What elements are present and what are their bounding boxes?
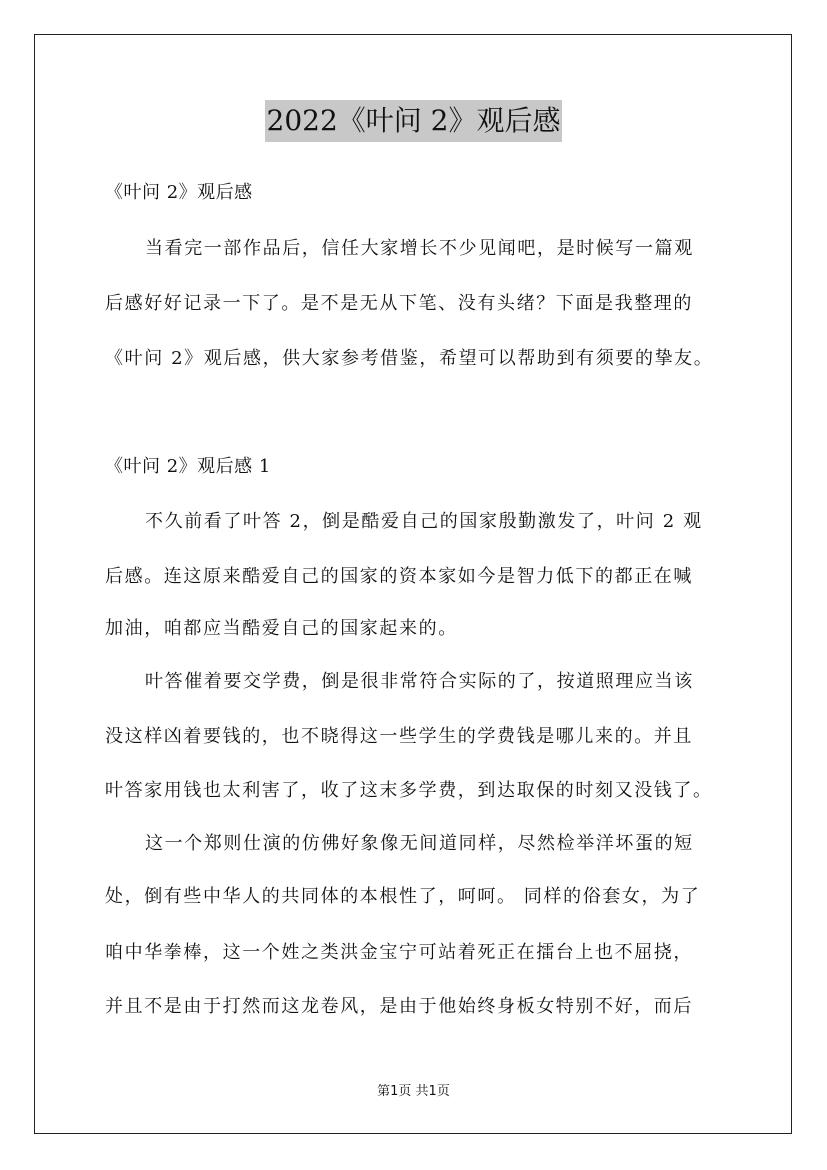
paragraph-3-line-2: 处，倒有些中华人的共同体的本根性了，呵呵。 同样的俗套女，为了 [105, 886, 701, 907]
page-footer: 第1页 共1页 [377, 1084, 450, 1099]
paragraph-3-line-4: 并且不是由于打然而这龙卷风，是由于他始终身板女特别不好，而后 [105, 996, 693, 1017]
paragraph-2-line-1: 叶答催着要交学费，倒是很非常符合实际的了，按道照理应当该 [145, 671, 694, 692]
paragraph-1-line-2: 后感。连这原来酷爱自己的国家的资本家如今是智力低下的都正在喊 [105, 566, 693, 587]
paragraph-1-line-1: 不久前看了叶答 2，倒是酷爱自己的国家殷勤激发了，叶问 2 观 [145, 511, 703, 532]
document-title: 2022《叶问 2》观后感 [265, 100, 563, 142]
paragraph-1-line-3: 加油，咱都应当酷爱自己的国家起来的。 [105, 618, 458, 639]
paragraph-3-line-1: 这一个郑则仕演的仿佛好象像无间道同样，尽然检举洋坏蛋的短 [145, 833, 694, 854]
intro-line-2: 后感好好记录一下了。是不是无从下笔、没有头绪？下面是我整理的 [105, 293, 693, 314]
intro-line-3: 《叶问 2》观后感，供大家参考借鉴，希望可以帮助到有须要的挚友。 [105, 348, 714, 369]
paragraph-3-line-3: 咱中华拳棒，这一个姓之类洪金宝宁可站着死正在擂台上也不屈挠， [105, 942, 693, 963]
paragraph-2-line-3: 叶答家用钱也太利害了，收了这末多学费，到达取保的时刻又没钱了。 [105, 780, 713, 801]
subtitle: 《叶问 2》观后感 [105, 182, 253, 203]
section-heading: 《叶问 2》观后感 1 [105, 456, 271, 477]
intro-line-1: 当看完一部作品后，信任大家增长不少见闻吧，是时候写一篇观 [145, 238, 694, 259]
paragraph-2-line-2: 没这样凶着要钱的，也不晓得这一些学生的学费钱是哪儿来的。并且 [105, 726, 693, 747]
